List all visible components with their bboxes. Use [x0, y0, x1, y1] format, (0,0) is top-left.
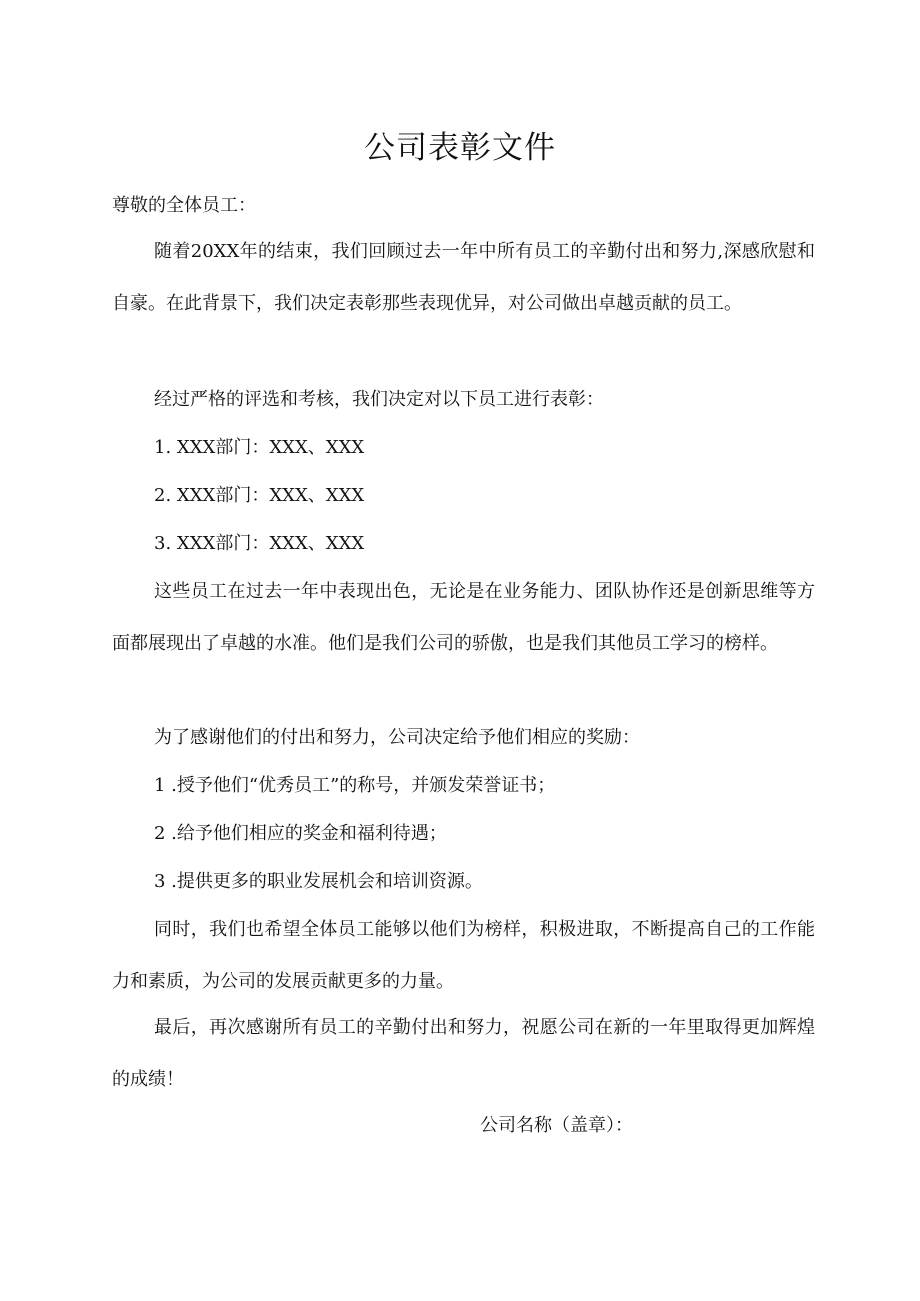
reward-item: 1 .授予他们“优秀员工”的称号，并颁发荣誉证书； — [154, 775, 556, 796]
awardee-item: 1. XXX部门：XXX、XXX — [154, 437, 365, 458]
rewards-intro-paragraph: 为了感谢他们的付出和努力，公司决定给予他们相应的奖励： — [154, 727, 640, 748]
reward-item: 2 .给予他们相应的奖金和福利待遇； — [154, 823, 447, 844]
salutation: 尊敬的全体员工： — [112, 195, 256, 216]
awardee-item: 3. XXX部门：XXX、XXX — [154, 533, 365, 554]
company-signature: 公司名称（盖章）： — [480, 1115, 633, 1136]
selection-paragraph: 经过严格的评选和考核，我们决定对以下员工进行表彰： — [154, 389, 604, 410]
awardee-item: 2. XXX部门：XXX、XXX — [154, 485, 365, 506]
closing-paragraph: 最后，再次感谢所有员工的辛勤付出和努力，祝愿公司在新的一年里取得更加辉煌的成绩！ — [112, 1017, 815, 1090]
document-title: 公司表彰文件 — [364, 130, 556, 166]
reward-item: 3 .提供更多的职业发展机会和培训资源。 — [154, 871, 483, 892]
praise-paragraph: 这些员工在过去一年中表现出色，无论是在业务能力、团队协作还是创新思维等方面都展现出了卓越的水准。他们是我们公司的骄傲，也是我们其他员工学习的榜样。 — [112, 581, 815, 654]
hope-paragraph: 同时，我们也希望全体员工能够以他们为榜样，积极进取，不断提高自己的工作能力和素质，为公司的发展贡献更多的力量。 — [112, 919, 815, 992]
intro-paragraph: 随着20XX年的结束，我们回顾过去一年中所有员工的辛勤付出和努力,深感欣慰和自豪。在此背景下，我们决定表彰那些表现优异，对公司做出卓越贡献的员工。 — [112, 241, 815, 314]
